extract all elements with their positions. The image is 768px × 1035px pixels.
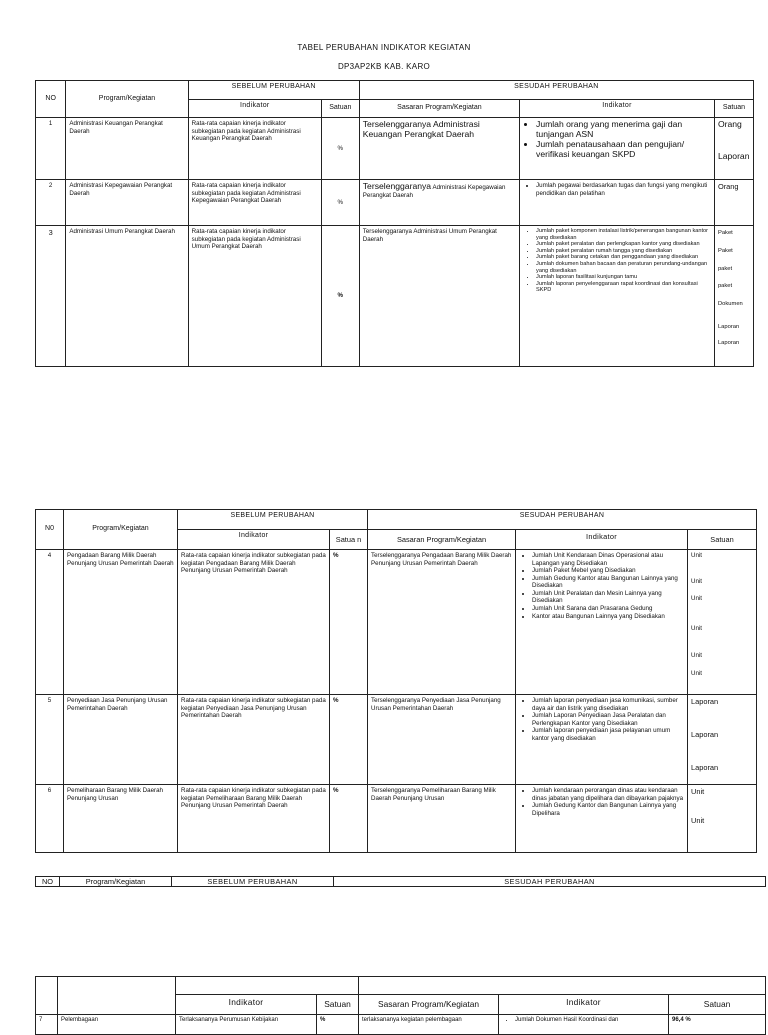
header-program: Program/Kegiatan (64, 510, 178, 550)
list-item: • Jumlah Unit Peralatan dan Mesin Lainnya yang Disediakan (532, 590, 684, 605)
satuan-item: Dokumen (717, 301, 743, 308)
satuan-item: Orang (717, 119, 742, 129)
header-sebelum: SEBELUM PERUBAHAN (188, 81, 359, 100)
header-indikator: Indikator (176, 995, 317, 1015)
header-satuan-sesudah: Satuan (714, 100, 753, 118)
row-program: Administrasi Kepegawaian Perangkat Daerah (66, 180, 188, 226)
satuan-item: Unit (691, 669, 703, 677)
row-satuan-sesudah (714, 118, 753, 180)
document-subtitle: DP3AP2KB KAB. KARO (337, 62, 431, 71)
row-program: Administrasi Keuangan Perangkat Daerah (66, 118, 188, 180)
row-indikator-sesudah (520, 226, 715, 367)
header-indikator-sesudah: Indikator (499, 995, 669, 1015)
header-sesudah: SESUDAH PERUBAHAN (359, 81, 753, 100)
header-no: NO (36, 81, 66, 118)
row-indikator: Terlaksananya Perumusan Kebijakan (176, 1015, 317, 1035)
indicator-table-2 (35, 509, 757, 853)
header-sasaran: Sasaran Program/Kegiatan (368, 530, 516, 550)
row-satuan: % (321, 118, 359, 180)
list-item: • Jumlah orang yang menerima gaji dan tunjangan ASN (536, 120, 711, 140)
table-row (36, 226, 754, 367)
row-satuan-sesudah (714, 180, 753, 226)
list-item: • Jumlah laporan penyediaan jasa komunikasi, sumber daya air dan listrik yang disediakan (532, 697, 684, 712)
satuan-item: paket (717, 283, 733, 290)
header-indikator: Indikator (178, 530, 330, 550)
row-no: 4 (36, 550, 64, 695)
list-item: • Jumlah kendaraan perorangan dinas atau kendaraan dinas jabatan yang dipelihara dan dibayarkan pajaknya (532, 787, 684, 802)
header-program: Program/Kegiatan (60, 877, 172, 887)
list-item: • Jumlah paket barang cetakan dan penggandaan yang disediakan (536, 254, 711, 261)
header-program (58, 977, 176, 1015)
header-satuan: Satua n (330, 530, 368, 550)
row-indikator: Rata-rata capaian kinerja indikator subkegiatan pada kegiatan Administrasi Kepegawaian Perangkat Daerah (188, 180, 321, 226)
header-indikator-sesudah: Indikator (520, 100, 715, 118)
satuan-item: Paket (717, 230, 733, 236)
list-item: • Jumlah pegawai berdasarkan tugas dan fungsi yang mengikuti pendidikan dan pelatihan (536, 182, 711, 197)
header-sesudah (359, 977, 766, 995)
satuan-item: Laporan (717, 150, 750, 161)
satuan-item: Unit (691, 595, 703, 603)
sasaran-lead: Terselenggaranya (362, 181, 432, 191)
row-indikator: Rata-rata capaian kinerja indikator subkegiatan pada kegiatan Administrasi Keuangan Perangkat Daerah (188, 118, 321, 180)
row-indikator: Rata-rata capaian kinerja indikator subkegiatan pada kegiatan Administrasi Umum Perangkat Daerah (188, 226, 321, 367)
header-sebelum (176, 977, 359, 995)
row-satuan: % (330, 550, 368, 695)
header-satuan-sesudah: Satuan (688, 530, 757, 550)
row-program: Administrasi Umum Perangkat Daerah (66, 226, 188, 367)
row-satuan-sesudah (688, 695, 757, 785)
row-satuan: % (321, 226, 359, 367)
satuan-item: paket (717, 266, 733, 273)
list-item: • Jumlah Gedung Kantor atau Bangunan Lainnya yang Disediakan (532, 575, 684, 590)
satuan-item: Laporan (717, 324, 740, 331)
row-no: 3 (36, 226, 66, 367)
header-sasaran: Sasaran Program/Kegiatan (359, 995, 499, 1015)
row-sasaran: terlaksananya kegiatan pelembagaan (359, 1015, 499, 1035)
list-item: • Jumlah Paket Mebel yang Disediakan (532, 567, 684, 575)
header-no: N0 (36, 510, 64, 550)
row-no: 5 (36, 695, 64, 785)
row-sasaran: Terselenggaranya Penyediaan Jasa Penunjang Urusan Pemerintahan Daerah (368, 695, 516, 785)
row-satuan: % (330, 695, 368, 785)
indicator-table-1 (35, 80, 754, 367)
row-sasaran: Terselenggaranya Administrasi Umum Perangkat Daerah (359, 226, 519, 367)
row-no: 1 (36, 118, 66, 180)
document-title: TABEL PERUBAHAN INDIKATOR KEGIATAN (297, 43, 471, 52)
row-no: 7 (36, 1015, 58, 1035)
indicator-table-3-header (35, 876, 766, 887)
row-sasaran: Terselenggaranya Administrasi Keuangan Perangkat Daerah (359, 118, 519, 180)
header-no: NO (36, 877, 60, 887)
indicator-table-4 (35, 976, 766, 1035)
list-item: • Jumlah laporan penyediaan jasa pelayanan umum kantor yang disediakan (532, 727, 684, 742)
satuan-item: Unit (691, 652, 703, 660)
row-indikator-sesudah (516, 785, 688, 853)
row-program: Pengadaan Barang Milik Daerah Penunjang Urusan Pemerintah Daerah (64, 550, 178, 695)
table-row (36, 550, 757, 695)
list-item: • Jumlah laporan fasilitasi kunjungan tamu (536, 274, 711, 281)
satuan-item: Unit (691, 552, 703, 559)
header-program: Program/Kegiatan (66, 81, 188, 118)
row-indikator-sesudah (499, 1015, 669, 1035)
satuan-item: Laporan (691, 763, 719, 773)
list-item: • Kantor atau Bangunan Lainnya yang Disediakan (532, 613, 684, 621)
row-sasaran: Terselenggaranya Pengadaan Barang Milik Daerah Penunjang Urusan Pemerintah Daerah (368, 550, 516, 695)
list-item: • Jumlah Unit Kendaraan Dinas Operasional atau Lapangan yang Disediakan (532, 552, 684, 567)
row-indikator: Rata-rata capaian kinerja indikator subkegiatan pada kegiatan Pengadaan Barang Milik Daerah Penunjang Urusan Pemerintah Daerah (178, 550, 330, 695)
satuan-item: Unit (691, 787, 705, 796)
header-sebelum: SEBELUM PERUBAHAN (172, 877, 334, 887)
satuan-item: Laporan (691, 730, 719, 740)
row-indikator-sesudah (516, 695, 688, 785)
row-satuan: % (317, 1015, 359, 1035)
table-row (36, 180, 754, 226)
table-row (36, 118, 754, 180)
satuan-item: Unit (691, 624, 703, 632)
row-satuan-sesudah (688, 550, 757, 695)
row-program: Pelembagaan (58, 1015, 176, 1035)
row-satuan: % (321, 180, 359, 226)
header-satuan: Satuan (317, 995, 359, 1015)
header-indikator: Indikator (188, 100, 321, 118)
table-row (36, 785, 757, 853)
row-satuan: % (330, 785, 368, 853)
row-satuan-sesudah: 96,4 % (669, 1015, 766, 1035)
satuan-item: Unit (691, 816, 705, 826)
list-item: • Jumlah Gedung Kantor dan Bangunan Lainnya yang Dipelihara (532, 802, 684, 817)
row-no: 6 (36, 785, 64, 853)
list-item: • Jumlah Unit Sarana dan Prasarana Gedung (532, 605, 684, 613)
satuan-item: Laporan (691, 697, 719, 706)
table-row (36, 1015, 766, 1035)
row-indikator: Rata-rata capaian kinerja indikator subkegiatan pada kegiatan Penyediaan Jasa Penunjang Urusan Pemerintahan Daerah (178, 695, 330, 785)
row-indikator-sesudah (520, 180, 715, 226)
satuan-item: Paket (717, 248, 733, 255)
list-item: • Jumlah paket peralatan rumah tangga yang disediakan (536, 248, 711, 255)
header-no (36, 977, 58, 1015)
header-sasaran: Sasaran Program/Kegiatan (359, 100, 519, 118)
header-satuan-sesudah: Satuan (669, 995, 766, 1015)
list-item: • Jumlah penatausahaan dan pengujian/ verifikasi keuangan SKPD (536, 140, 711, 160)
row-sasaran (359, 180, 519, 226)
satuan-item: Laporan (717, 340, 740, 347)
row-satuan-sesudah (714, 226, 753, 367)
header-indikator-sesudah: Indikator (516, 530, 688, 550)
sasaran-rest: Administrasi Kepegawaian Perangkat Daerah (362, 184, 506, 199)
row-program: Pemeliharaan Barang Milik Daerah Penunjang Urusan (64, 785, 178, 853)
row-program: Penyediaan Jasa Penunjang Urusan Pemerintahan Daerah (64, 695, 178, 785)
row-sasaran: Terselenggaranya Pemeliharaan Barang Milik Daerah Penunjang Urusan (368, 785, 516, 853)
header-sebelum: SEBELUM PERUBAHAN (178, 510, 368, 530)
header-satuan: Satuan (321, 100, 359, 118)
list-item: • Jumlah paket peralatan dan perlengkapan kantor yang disediakan (536, 241, 711, 248)
row-indikator: Rata-rata capaian kinerja indikator subkegiatan pada kegiatan Pemeliharaan Barang Milik Daerah Penunjang Urusan Pemerintah Daerah (178, 785, 330, 853)
row-indikator-sesudah (520, 118, 715, 180)
row-indikator-sesudah (516, 550, 688, 695)
list-item: • Jumlah paket komponen instalasi listrik/penerangan bangunan kantor yang disediakan (536, 228, 711, 241)
list-item: • Jumlah dokumen bahan bacaan dan peraturan perundang-undangan yang disediakan (536, 261, 711, 274)
header-sesudah: SESUDAH PERUBAHAN (334, 877, 766, 887)
row-satuan-sesudah (688, 785, 757, 853)
list-item: • Jumlah Laporan Penyediaan Jasa Peralatan dan Perlengkapan Kantor yang Disediakan (532, 712, 684, 727)
table-row (36, 695, 757, 785)
list-item: • Jumlah laporan penyelenggaraan rapat koordinasi dan konsultasi SKPD (536, 281, 711, 294)
list-item: • Jumlah Dokumen Hasil Koordinasi dan (515, 1017, 665, 1024)
satuan-item: Unit (691, 577, 703, 585)
row-no: 2 (36, 180, 66, 226)
header-sesudah: SESUDAH PERUBAHAN (368, 510, 757, 530)
satuan-item: Orang (717, 182, 739, 191)
